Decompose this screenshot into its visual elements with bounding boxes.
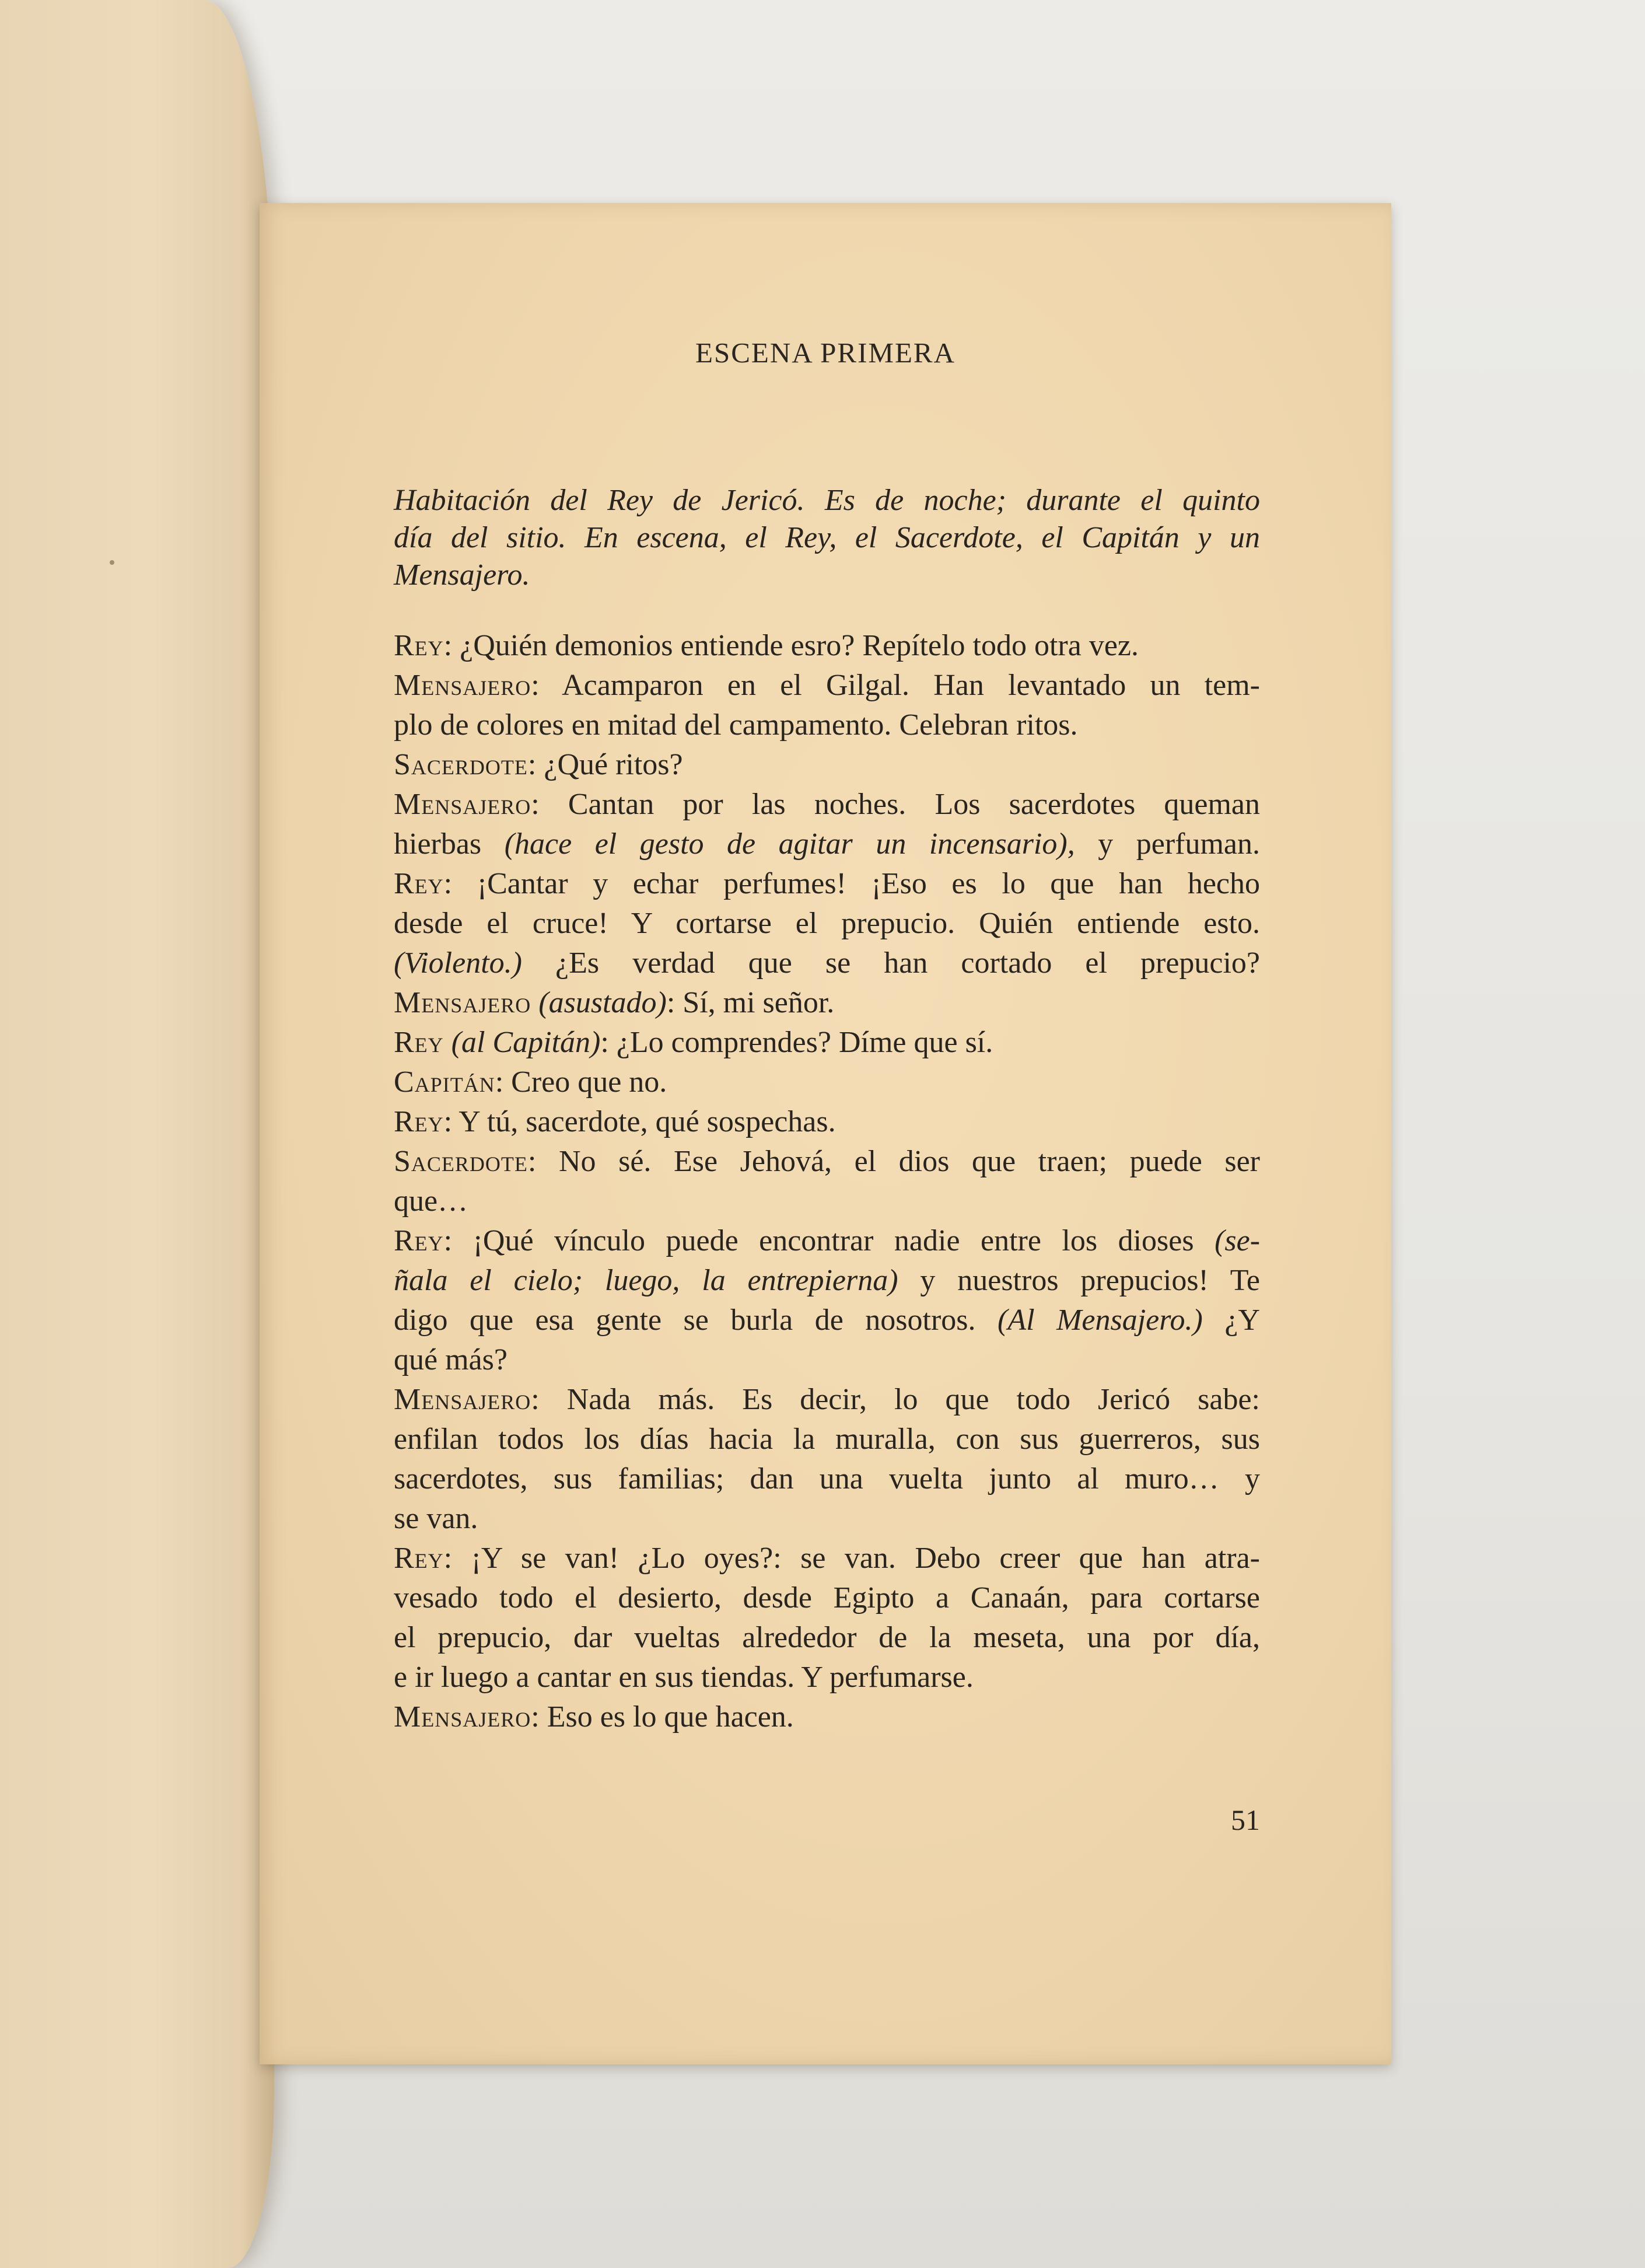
speech-text: Acamparon en el Gilgal. Han levantado un tem- [562,669,1260,702]
speech-text: ¿Quién demonios entiende esro? Repítelo todo otra vez. [460,629,1139,662]
speech-text: ¿Y [1224,1304,1261,1337]
dialogue [394,626,1260,1737]
speech-line: Rey: ¿Quién demonios entiende esro? Repítelo todo otra vez. [394,629,1139,662]
speech-line [394,824,1260,864]
speech-line [394,983,1260,1023]
page-number: 51 [1231,1804,1260,1836]
speech-text: : ¿Lo comprendes? Díme que sí. [600,1026,993,1059]
speech-line: enfilan todos los días hacia la muralla, con sus guerreros, sus [394,1423,1260,1456]
speaker-name: Mensajero [394,1700,531,1734]
stage-aside: (hace el gesto de agitar un incensario), [504,827,1075,861]
speaker-name: Mensajero [394,1383,531,1416]
speech-line: plo de colores en mitad del campamento. Celebran ritos. [394,708,1078,742]
speech-text: ¡Y se van! ¿Lo oyes?: se van. Debo creer que han atra- [471,1542,1260,1575]
speech-text: ¿Qué ritos? [544,748,683,781]
speech-text: : Sí, mi señor. [666,986,835,1019]
speech-line: Mensajero: Cantan por las noches. Los sacerdotes queman [394,788,1260,821]
speech-text: Cantan por las noches. Los sacerdotes queman [568,788,1260,821]
speech-line [394,1023,1260,1063]
stage-aside: (asustado) [538,986,667,1019]
speech-line: sacerdotes, sus familias; dan una vuelta junto al muro… y [394,1462,1260,1495]
speaker-name: Sacerdote [394,748,528,781]
speech-line: el prepucio, dar vueltas alrededor de la meseta, una por día, [394,1621,1260,1654]
speech-text: digo que esa gente se burla de nosotros. [394,1304,976,1337]
scene-heading: ESCENA PRIMERA [695,337,956,369]
stage-aside: (al Capitán) [451,1026,601,1059]
speech-line: Rey: ¡Cantar y echar perfumes! ¡Eso es lo que han hecho [394,867,1260,900]
speaker-name: Sacerdote [394,1145,528,1178]
stage-line: Mensajero. [394,558,530,592]
speech-line: e ir luego a cantar en sus tiendas. Y perfumarse. [394,1661,974,1694]
stage-aside: ñala el cielo; luego, la entrepierna) [394,1264,898,1297]
speech-line: Rey: Y tú, sacerdote, qué sospechas. [394,1105,836,1138]
speech-text: Eso es lo que hacen. [547,1700,794,1734]
speech-text: Y tú, sacerdote, qué sospechas. [459,1105,836,1138]
speech-line: vesado todo el desierto, desde Egipto a Canaán, para cortarse [394,1581,1260,1614]
speech-line: Rey: ¡Qué vínculo puede encontrar nadie entre los dioses (se- [394,1224,1261,1257]
speaker-name: Rey [394,1224,444,1257]
speaker-name: Capitán [394,1065,495,1099]
speaker-name: Rey [394,867,444,900]
speech-line: Mensajero: Eso es lo que hacen. [394,1700,794,1734]
speech-text: ¡Cantar y echar perfumes! ¡Eso es lo que han hecho [477,867,1260,900]
speaker-name: Rey [394,1026,444,1059]
stage-aside: (Violento.) [394,946,522,980]
speech-line [394,943,1260,983]
speaker-name: Mensajero [394,669,531,702]
speaker-name: Rey [394,629,444,662]
speech-text: No sé. Ese Jehová, el dios que traen; puede ser [558,1145,1260,1178]
book-page [260,203,1391,2064]
speech-line [394,1261,1260,1301]
facing-page-left [0,0,274,2268]
speaker-name: Rey [394,1105,444,1138]
stage-line: Habitación del Rey de Jericó. Es de noche; durante el quinto [394,484,1260,517]
speech-text: ¿Es verdad que se han cortado el prepucio? [555,946,1260,980]
speech-text: y perfuman. [1098,827,1261,861]
speech-text: Nada más. Es decir, lo que todo Jericó sabe: [566,1383,1261,1416]
speech-line: Mensajero: Acamparon en el Gilgal. Han levantado un tem- [394,669,1260,702]
stage-line: día del sitio. En escena, el Rey, el Sacerdote, el Capitán y un [394,521,1260,554]
speech-line: que… [394,1184,468,1218]
speech-text: hierbas [394,827,482,861]
speech-line: desde el cruce! Y cortarse el prepucio. Quién entiende esto. [394,907,1260,940]
speech-line: Sacerdote: ¿Qué ritos? [394,748,683,781]
speech-line: Capitán: Creo que no. [394,1065,667,1099]
speech-line [394,1301,1260,1340]
speech-line: qué más? [394,1343,508,1376]
speaker-name: Mensajero [394,986,531,1019]
stage-aside: (se- [1214,1224,1261,1257]
speech-text: y nuestros prepucios! Te [920,1264,1260,1297]
stage-direction [394,482,1260,594]
stage-aside: (Al Mensajero.) [998,1304,1203,1337]
speech-text: Creo que no. [511,1065,667,1099]
speech-text: ¡Qué vínculo puede encontrar nadie entre los dioses [473,1224,1194,1257]
paper-speck [110,560,114,565]
speech-line: Rey: ¡Y se van! ¿Lo oyes?: se van. Debo creer que han atra- [394,1542,1260,1575]
speech-line: se van. [394,1502,478,1535]
speaker-name: Rey [394,1542,444,1575]
speech-line: Mensajero: Nada más. Es decir, lo que todo Jericó sabe: [394,1383,1261,1416]
speaker-name: Mensajero [394,788,531,821]
speech-line: Sacerdote: No sé. Ese Jehová, el dios que traen; puede ser [394,1145,1260,1178]
